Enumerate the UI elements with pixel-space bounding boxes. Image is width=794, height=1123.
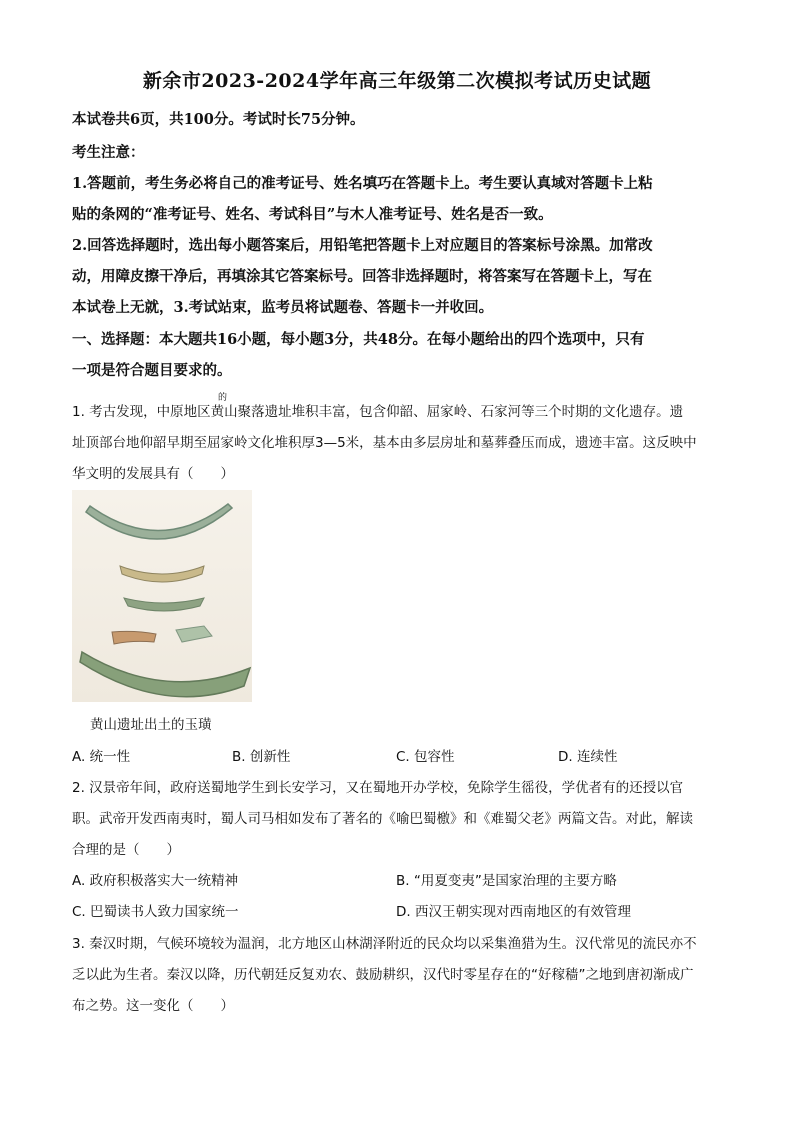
question-1-text: 1. 考古发现，中原地区黄山聚落遗址堆积丰富，包含仰韶、屈家岭、石家河等三个时期的文化遗存。遗 bbox=[72, 404, 684, 420]
option-a: A. 政府积极落实大一统精神 bbox=[72, 873, 239, 889]
notice-line: 动，用障皮擦干净后，再填涂其它答案标号。回答非选择题时，将答案写在答题卡上，写在 bbox=[72, 268, 652, 285]
exam-intro: 本试卷共6页，共100分。考试时长75分钟。 bbox=[72, 111, 365, 128]
question-1-text: 址顶部台地仰韶早期至屈家岭文化堆积厚3—5米，基本由多层房址和墓葬叠压而成，遗迹丰富。这反映中 bbox=[72, 435, 697, 451]
section-heading: 一、选择题：本大题共16小题，每小题3分，共48分。在每小题给出的四个选项中，只有 bbox=[72, 331, 645, 348]
option-d: D. 西汉王朝实现对西南地区的有效管理 bbox=[396, 904, 631, 920]
notice-label: 考生注意： bbox=[72, 144, 145, 161]
option-c: C. 巴蜀读书人致力国家统一 bbox=[72, 904, 239, 920]
question-3-text: 布之势。这一变化（ ） bbox=[72, 998, 234, 1014]
question-2-text: 职。武帝开发西南夷时，蜀人司马相如发布了著名的《喻巴蜀檄》和《难蜀父老》两篇文告。对此，解读 bbox=[72, 811, 693, 827]
jade-artifacts-illustration bbox=[72, 490, 252, 702]
option-b: B. “用夏变夷”是国家治理的主要方略 bbox=[396, 873, 617, 889]
option-c: C. 包容性 bbox=[396, 749, 455, 765]
question-2-text: 合理的是（ ） bbox=[72, 842, 180, 858]
question-3-text: 乏以此为生者。秦汉以降，历代朝廷反复劝农、鼓励耕织，汉代时零星存在的“好稼穑”之地到唐初渐成广 bbox=[72, 967, 694, 983]
question-3-text: 3. 秦汉时期，气候环境较为温润，北方地区山林湖泽附近的民众均以采集渔猎为生。汉代常见的流民亦不 bbox=[72, 936, 697, 952]
page-title: 新余市2023-2024学年高三年级第二次模拟考试历史试题 bbox=[142, 70, 652, 92]
option-b: B. 创新性 bbox=[232, 749, 291, 765]
question-2-text: 2. 汉景帝年间，政府送蜀地学生到长安学习，又在蜀地开办学校，免除学生徭役，学优者有的还授以官 bbox=[72, 780, 684, 796]
section-heading: 一项是符合题目要求的。 bbox=[72, 362, 232, 379]
jade-huang-photo bbox=[72, 490, 252, 702]
option-a: A. 统一性 bbox=[72, 749, 131, 765]
notice-line: 贴的条网的“准考证号、姓名、考试科目”与木人准考证号、姓名是否一致。 bbox=[72, 206, 553, 223]
notice-line: 2.回答选择题时，选出每小题答案后，用铅笔把答题卡上对应题目的答案标号涂黑。加常改 bbox=[72, 237, 653, 254]
question-1-text: 华文明的发展具有（ ） bbox=[72, 466, 234, 482]
notice-line: 本试卷上无就，3.考试站束，监考员将试题卷、答题卡一并收回。 bbox=[72, 299, 494, 316]
figure-caption: 黄山遗址出土的玉璜 bbox=[90, 717, 212, 733]
superscript-mark: 的 bbox=[218, 393, 228, 403]
option-d: D. 连续性 bbox=[558, 749, 618, 765]
notice-line: 1.答题前，考生务必将自己的准考证号、姓名填巧在答题卡上。考生要认真域对答题卡上粘 bbox=[72, 175, 653, 192]
